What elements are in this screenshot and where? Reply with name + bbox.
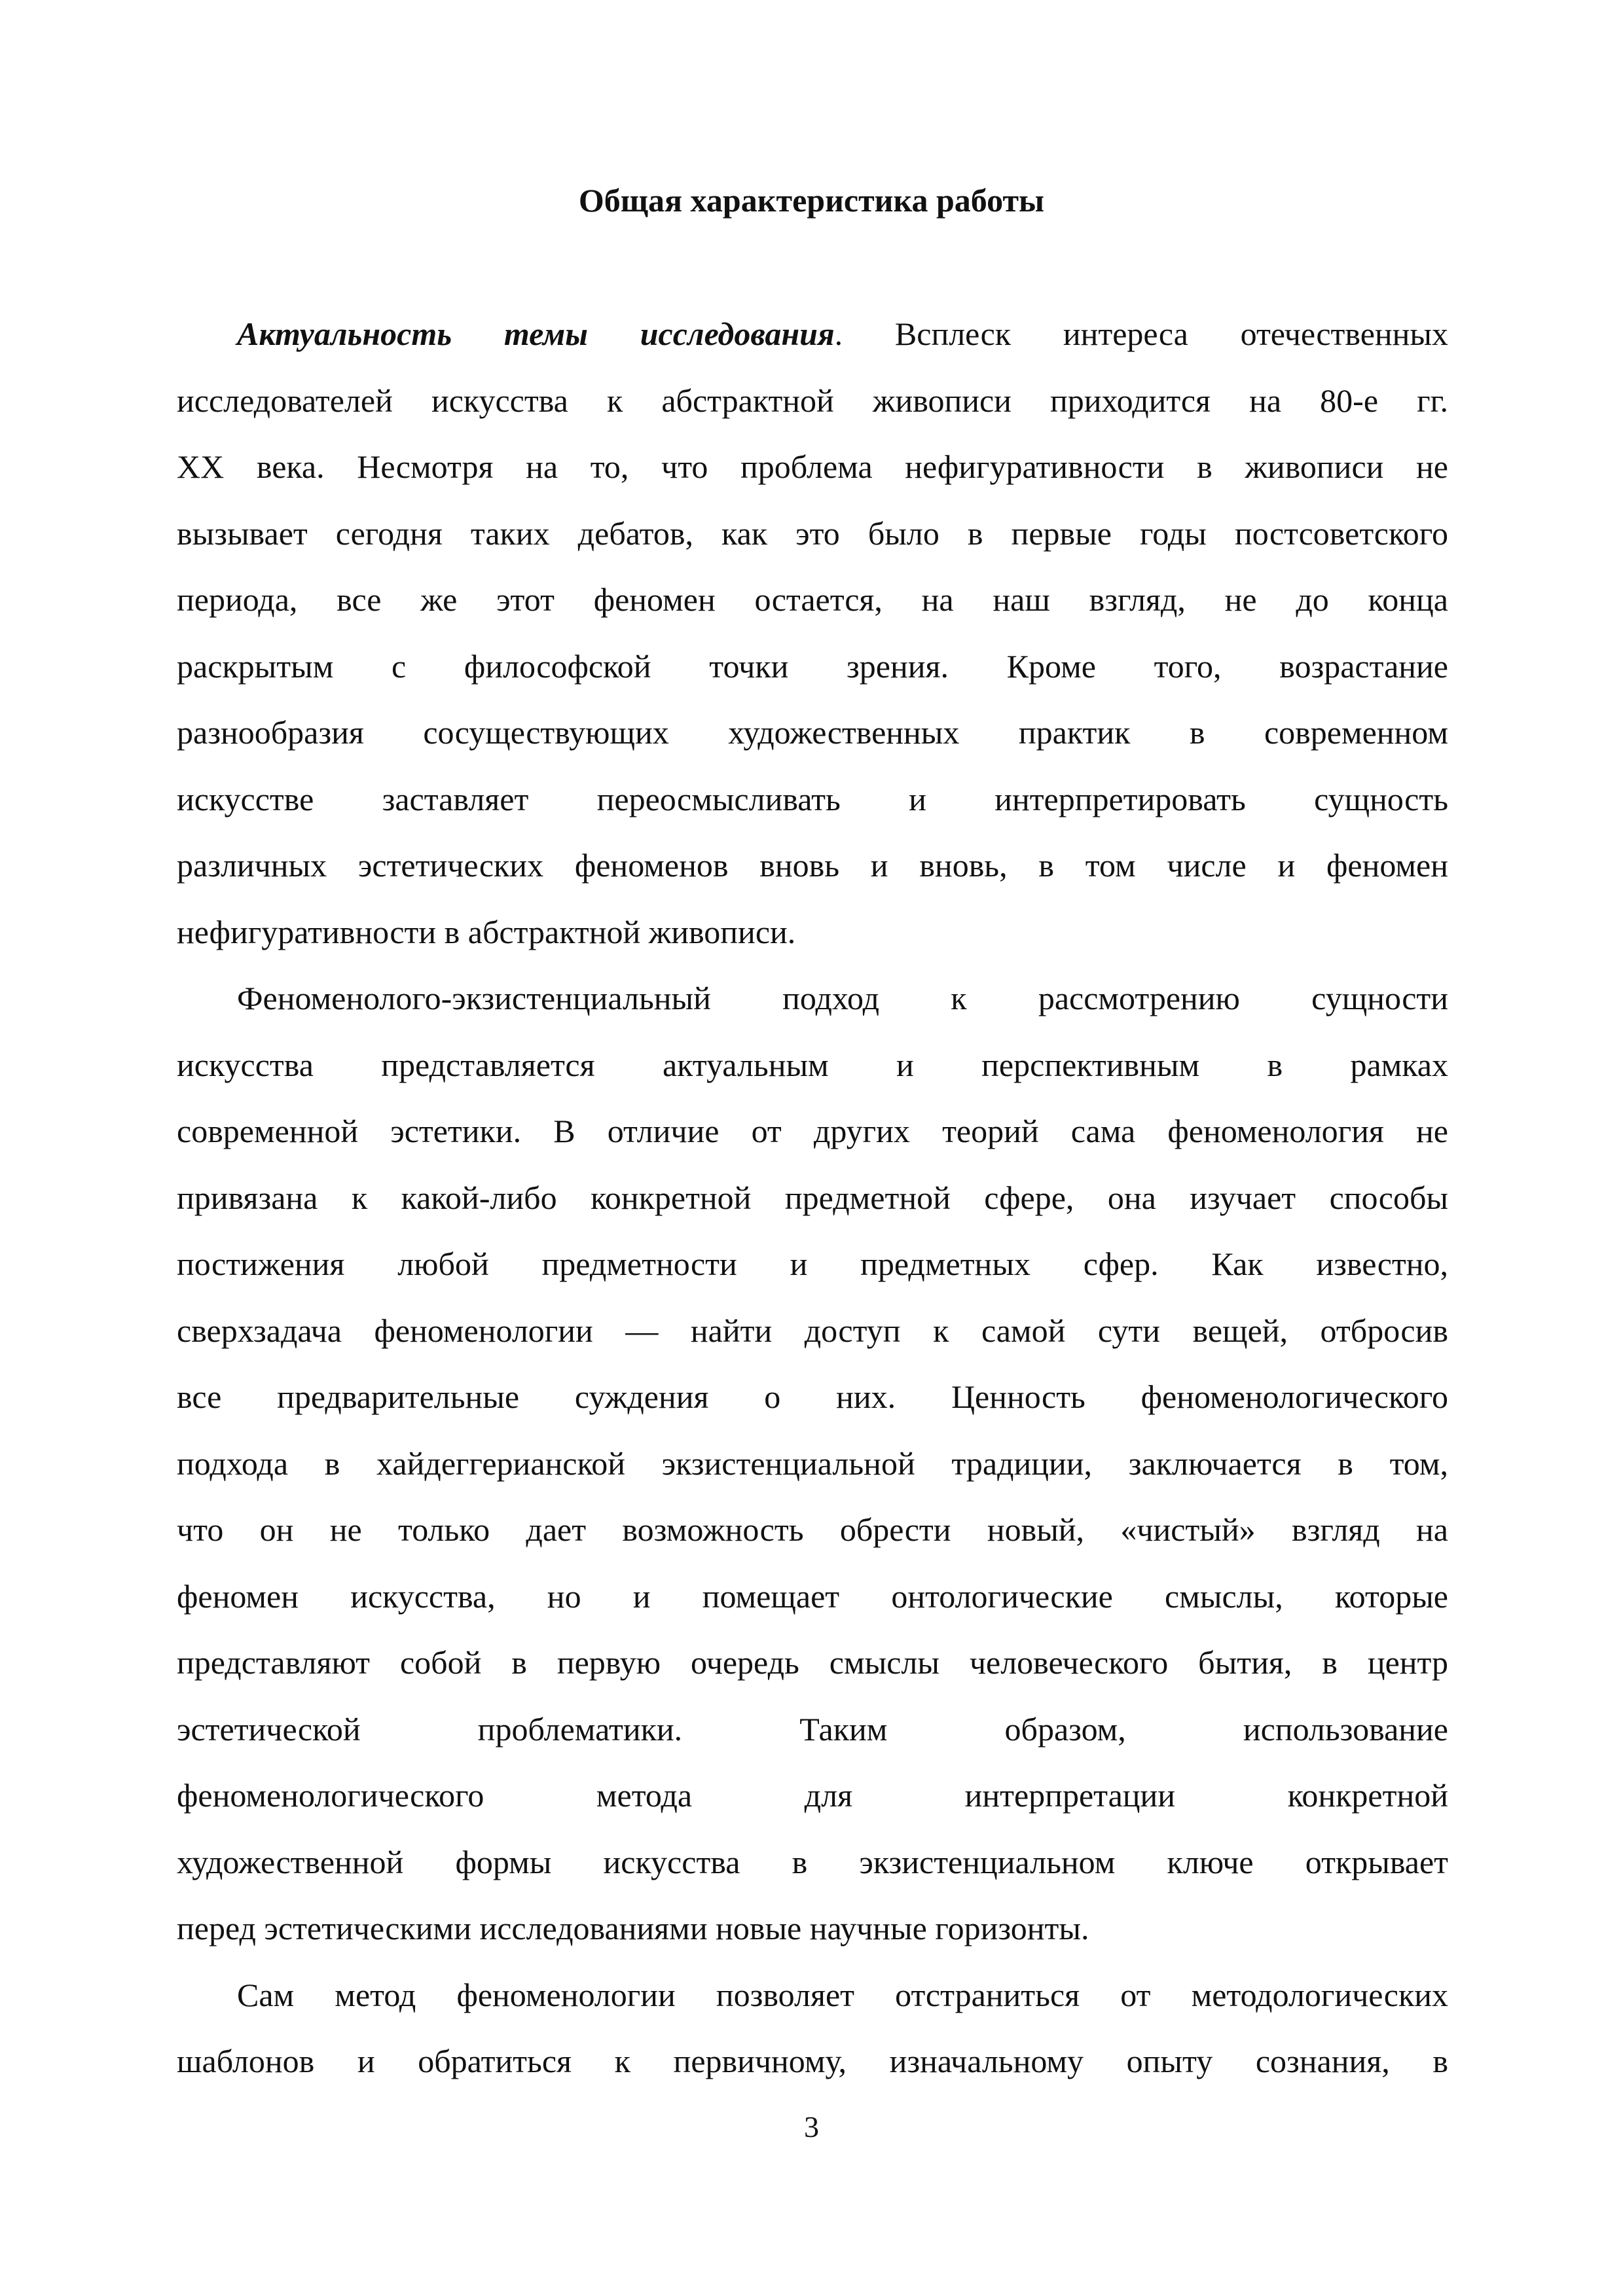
text-line: привязана к какой-либо конкретной предметной сфере, она изучает способы bbox=[177, 1179, 1448, 1216]
text-line: нефигуративности в абстрактной живописи. bbox=[177, 913, 796, 950]
page-title: Общая характеристика работы bbox=[578, 182, 1045, 219]
text-line bbox=[177, 301, 1448, 368]
text-line: Феноменолого-экзистенциальный подход к рассмотрению сущности bbox=[237, 980, 1448, 1016]
text-line: искусства представляется актуальным и перспективным в рамках bbox=[177, 1046, 1448, 1083]
text-line-rest: . Всплеск интереса отечественных bbox=[834, 315, 1448, 352]
paragraph-approach bbox=[177, 965, 1448, 1962]
text-line: сверхзадача феноменологии — найти доступ к самой сути вещей, отбросив bbox=[177, 1312, 1448, 1349]
text-line: искусстве заставляет переосмысливать и интерпретировать сущность bbox=[177, 780, 1448, 817]
text-line: все предварительные суждения о них. Ценность феноменологического bbox=[177, 1378, 1448, 1415]
text-line: исследователей искусства к абстрактной живописи приходится на 80-е гг. bbox=[177, 382, 1448, 419]
text-line: художественной формы искусства в экзистенциальном ключе открывает bbox=[177, 1843, 1448, 1880]
text-line: раскрытым с философской точки зрения. Кроме того, возрастание bbox=[177, 647, 1448, 685]
text-line: периода, все же этот феномен остается, на наш взгляд, не до конца bbox=[177, 581, 1448, 618]
text-line: различных эстетических феноменов вновь и вновь, в том числе и феномен bbox=[177, 847, 1448, 884]
text-line: подхода в хайдеггерианской экзистенциальной традиции, заключается в том, bbox=[177, 1444, 1448, 1482]
text-line: постижения любой предметности и предметных сфер. Как известно, bbox=[177, 1246, 1448, 1282]
text-line: XX века. Несмотря на то, что проблема нефигуративности в живописи не bbox=[177, 448, 1448, 485]
text-line: феноменологического метода для интерпретации конкретной bbox=[177, 1777, 1448, 1814]
section-lead: Актуальность темы исследования bbox=[237, 315, 835, 352]
text-line: феномен искусства, но и помещает онтологические смыслы, которые bbox=[177, 1577, 1448, 1615]
text-line: вызывает сегодня таких дебатов, как это было в первые годы постсоветского bbox=[177, 514, 1448, 552]
text-line: перед эстетическими исследованиями новые научные горизонты. bbox=[177, 1910, 1089, 1946]
text-line: Сам метод феноменологии позволяет отстраниться от методологических bbox=[237, 1976, 1448, 2013]
paragraph-method bbox=[177, 1962, 1448, 2095]
body-text bbox=[177, 301, 1448, 2095]
page-number: 3 bbox=[804, 2110, 819, 2144]
text-line: шаблонов и обратиться к первичному, изначальному опыту сознания, в bbox=[177, 2043, 1448, 2079]
text-line: эстетической проблематики. Таким образом, использование bbox=[177, 1710, 1448, 1748]
text-line: что он не только дает возможность обрести новый, «чистый» взгляд на bbox=[177, 1511, 1448, 1548]
text-line: представляют собой в первую очередь смыслы человеческого бытия, в центр bbox=[177, 1644, 1448, 1681]
text-line: разнообразия сосуществующих художественных практик в современном bbox=[177, 714, 1448, 751]
paragraph-relevance bbox=[177, 301, 1448, 965]
text-line: современной эстетики. В отличие от других теорий сама феноменология не bbox=[177, 1113, 1448, 1149]
